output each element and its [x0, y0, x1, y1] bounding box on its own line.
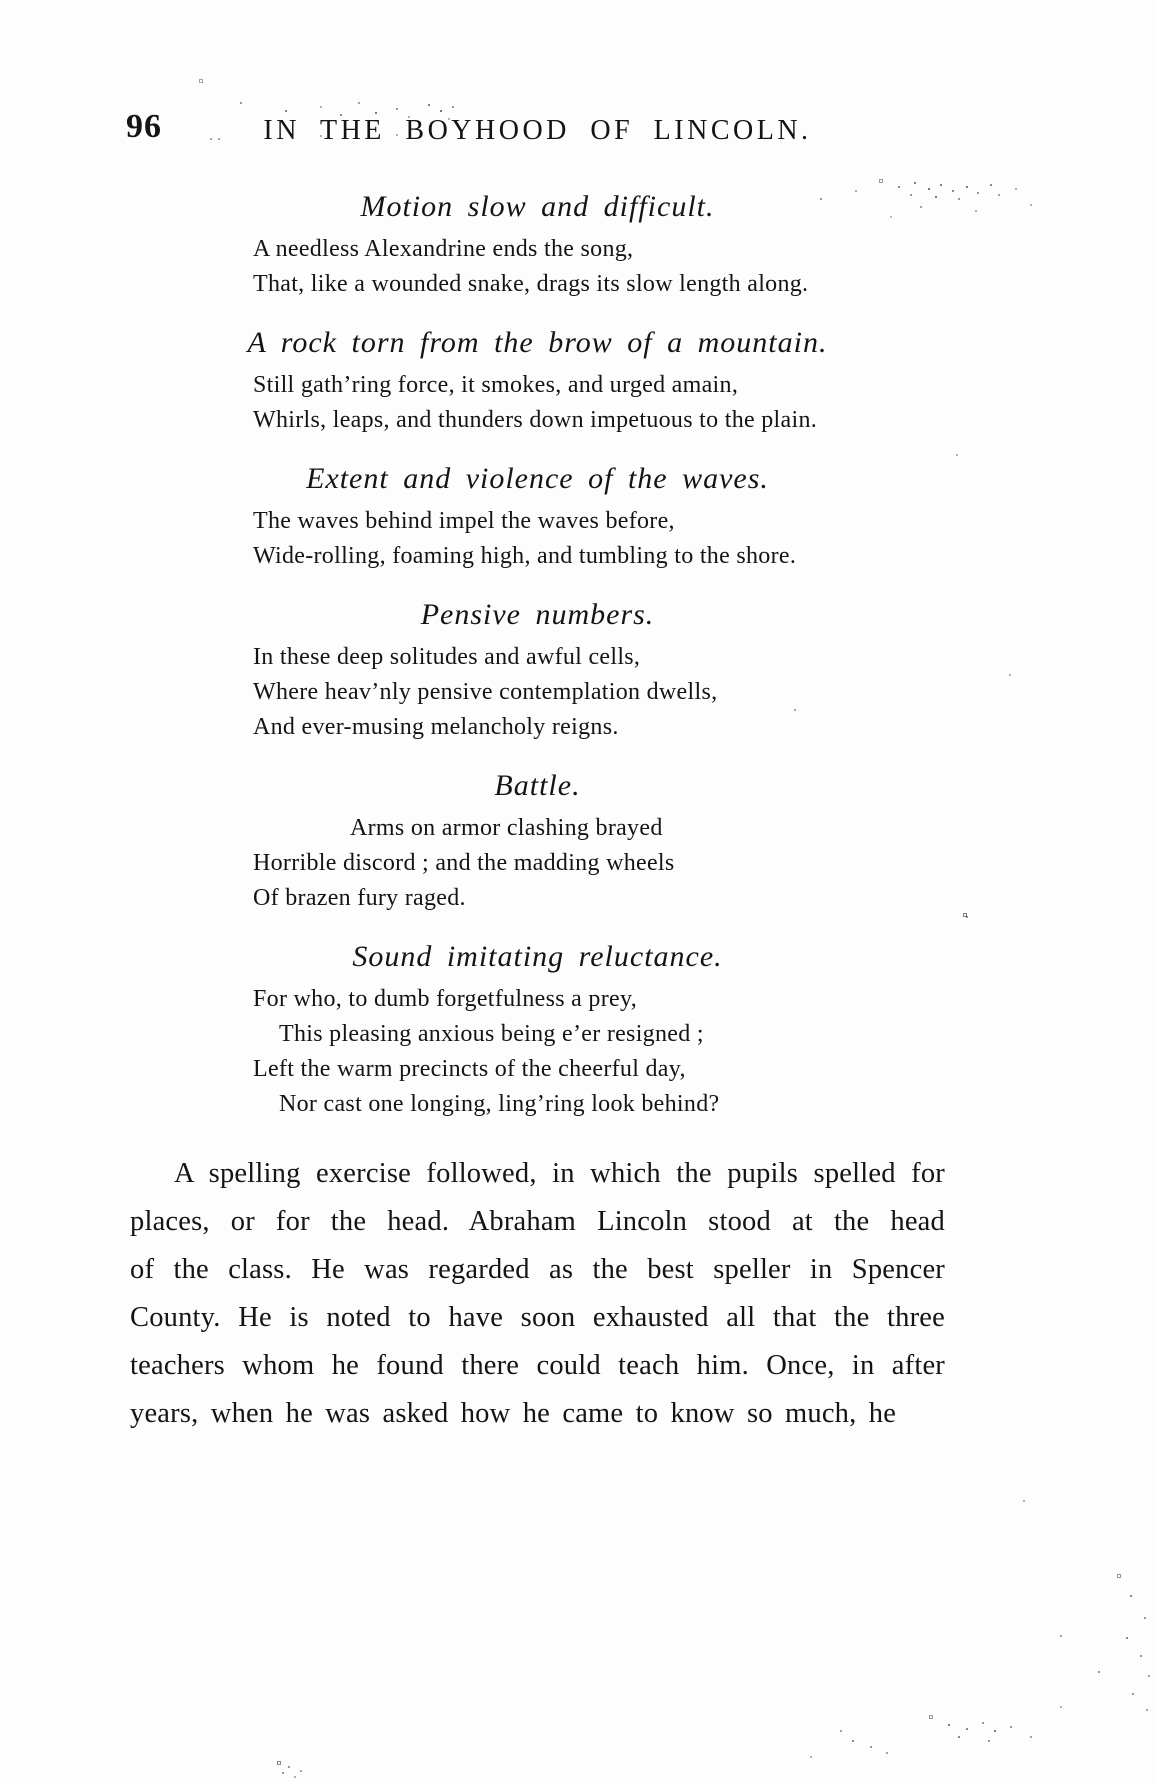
quote-section	[130, 460, 945, 574]
verse-line: Arms on armor clashing brayed	[350, 815, 663, 841]
quote-heading: Extent and violence of the waves.	[306, 462, 769, 495]
verse-line: Horrible discord ; and the madding wheels	[253, 850, 675, 876]
quote-heading: A rock torn from the brow of a mountain.	[247, 326, 828, 359]
verse-line: And ever-musing melancholy reigns.	[253, 714, 619, 740]
quote-section	[130, 324, 945, 438]
paragraph-line: County. He is noted to have soon exhausted all that the three	[130, 1302, 945, 1333]
verse-line: Still gath’ring force, it smokes, and urged amain,	[253, 372, 739, 398]
body-paragraph	[130, 1150, 945, 1438]
paragraph-line: of the class. He was regarded as the best speller in Spencer	[130, 1254, 945, 1285]
quote-section	[130, 938, 945, 1122]
scan-artifact	[964, 914, 966, 916]
verse-line: This pleasing anxious being e’er resigned ;	[279, 1021, 704, 1047]
verse-line: Wide-rolling, foaming high, and tumbling to the shore.	[253, 543, 797, 569]
scan-artifact	[880, 180, 882, 182]
verse-line: A needless Alexandrine ends the song,	[253, 236, 634, 262]
verse-line: Of brazen fury raged.	[253, 885, 466, 911]
verse-stanza	[253, 368, 945, 438]
paragraph-line: places, or for the head. Abraham Lincoln stood at the head	[130, 1206, 945, 1237]
paragraph-line: A spelling exercise followed, in which the pupils spelled for	[174, 1158, 945, 1189]
paragraph-line: years, when he was asked how he came to know so much, he	[130, 1398, 897, 1429]
scan-artifact	[930, 1716, 932, 1718]
page-content	[130, 188, 945, 1438]
verse-line: Where heav’nly pensive contemplation dwells,	[253, 679, 718, 705]
quote-section	[130, 596, 945, 745]
verse-line: For who, to dumb forgetfulness a prey,	[253, 986, 638, 1012]
verse-line: In these deep solitudes and awful cells,	[253, 644, 641, 670]
verse-line: The waves behind impel the waves before,	[253, 508, 675, 534]
verse-line: Whirls, leaps, and thunders down impetuous to the plain.	[253, 407, 818, 433]
running-header-title: IN THE BOYHOOD OF LINCOLN.	[263, 115, 812, 146]
quote-heading: Motion slow and difficult.	[360, 190, 715, 223]
page-header	[0, 0, 1157, 152]
quote-heading: Sound imitating reluctance.	[352, 940, 723, 973]
quote-section	[130, 188, 945, 302]
quote-section	[130, 767, 945, 916]
paragraph-line: teachers whom he found there could teach him. Once, in after	[130, 1350, 945, 1381]
quote-sections	[130, 188, 945, 1122]
scan-artifact	[1118, 1575, 1120, 1577]
verse-line: Nor cast one longing, ling’ring look behind?	[279, 1091, 720, 1117]
quote-heading: Pensive numbers.	[420, 598, 655, 631]
verse-stanza	[253, 232, 945, 302]
verse-stanza	[253, 640, 945, 745]
verse-stanza	[253, 504, 945, 574]
page-number: 96	[126, 108, 162, 145]
verse-stanza	[253, 811, 945, 916]
verse-line: That, like a wounded snake, drags its slow length along.	[253, 271, 809, 297]
verse-line: Left the warm precincts of the cheerful day,	[253, 1056, 686, 1082]
scan-artifact	[278, 1762, 280, 1764]
quote-heading: Battle.	[494, 769, 581, 802]
verse-stanza	[253, 982, 945, 1122]
